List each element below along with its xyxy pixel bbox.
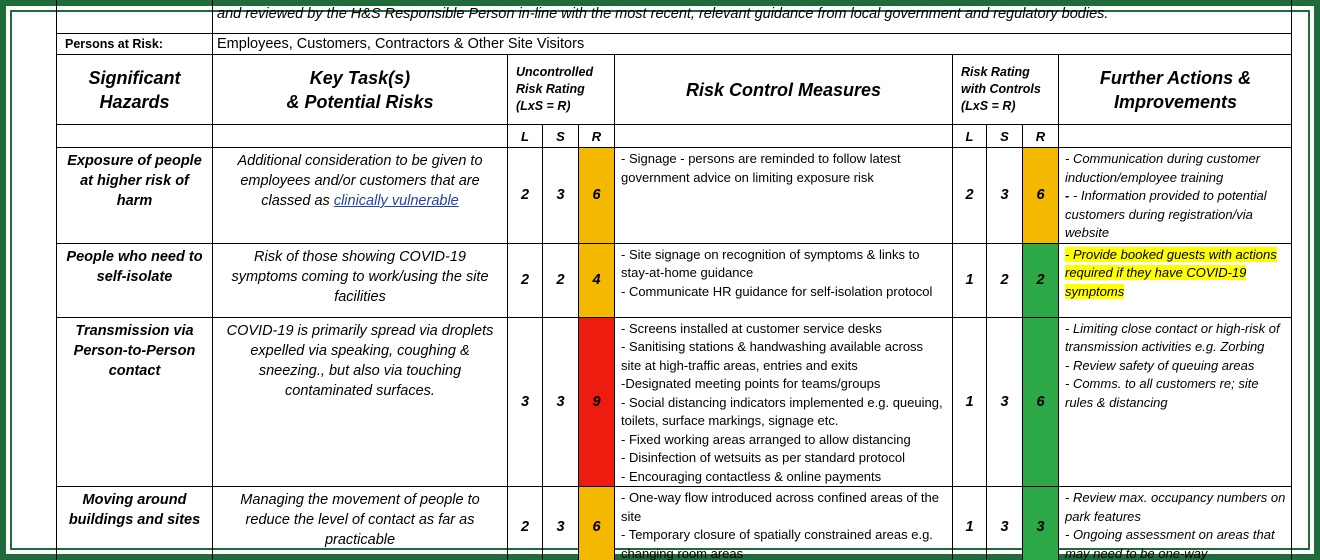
- lsr-blank-hazards: [57, 125, 213, 148]
- intro-blank-cell: [57, 0, 213, 34]
- controlled-l-header: L: [953, 125, 987, 148]
- risk-assessment-table: [56, 0, 1292, 560]
- control-measures-cell: [615, 148, 953, 244]
- uncontrolled-r-cell: 6: [579, 148, 615, 244]
- intro-row: [57, 0, 1293, 34]
- header-with-controls-line2: with Controls: [961, 82, 1041, 96]
- uncontrolled-s-cell: 3: [543, 317, 579, 487]
- controlled-r-cell: 6: [1023, 148, 1059, 244]
- uncontrolled-l-header: L: [508, 125, 543, 148]
- uncontrolled-r-cell: 4: [579, 243, 615, 317]
- uncontrolled-s-cell: 2: [543, 243, 579, 317]
- hazard-cell: People who need to self-isolate: [57, 243, 213, 317]
- control-item: - Temporary closure of spatially constrained areas e.g. changing room areas: [621, 527, 933, 560]
- control-item: - Social distancing indicators implemented e.g. queuing, toilets, surface markings, signage etc.: [621, 394, 943, 428]
- clinically-vulnerable-link[interactable]: clinically vulnerable: [333, 193, 459, 209]
- lsr-subheader-row: [57, 125, 1293, 148]
- further-marker: -: [1065, 188, 1070, 203]
- header-with-controls-line3: (LxS = R): [961, 99, 1016, 113]
- header-uncontrolled-risk: [508, 55, 615, 125]
- uncontrolled-s-cell: 3: [543, 148, 579, 244]
- uncontrolled-r-cell: 6: [579, 487, 615, 560]
- persons-at-risk-label: Persons at Risk:: [57, 34, 213, 55]
- header-tasks-line2: & Potential Risks: [286, 91, 434, 112]
- header-with-controls-line1: Risk Rating: [961, 65, 1030, 79]
- risk-assessment-sheet: [56, 0, 1292, 560]
- control-item: - Site signage on recognition of symptoms & links to stay-at-home guidance: [621, 246, 920, 280]
- control-measures-cell: [615, 243, 953, 317]
- controlled-l-cell: 1: [953, 317, 987, 487]
- uncontrolled-l-cell: 2: [508, 148, 543, 244]
- task-cell: COVID-19 is primarily spread via droplets expelled via speaking, coughing & sneezing., but also via touching contaminated surfaces.: [213, 317, 508, 487]
- table-row: [57, 487, 1293, 560]
- header-key-tasks: [213, 55, 508, 125]
- task-text: Additional consideration to be given to employees and/or customers that are classed as: [237, 153, 483, 209]
- uncontrolled-s-header: S: [543, 125, 579, 148]
- header-hazards-line2: Hazards: [99, 91, 170, 112]
- uncontrolled-l-cell: 2: [508, 487, 543, 560]
- header-uncontrolled-line2: Risk Rating: [516, 82, 585, 96]
- control-item: - One-way flow introduced across confined areas of the site: [621, 490, 939, 524]
- further-actions-cell: [1059, 148, 1293, 244]
- controlled-r-cell: 3: [1023, 487, 1059, 560]
- task-cell: Risk of those showing COVID-19 symptoms coming to work/using the site facilities: [213, 243, 508, 317]
- table-row: [57, 243, 1293, 317]
- controlled-r-cell: 6: [1023, 317, 1059, 487]
- control-item: - Signage - persons are reminded to follow latest government advice on limiting exposure risk: [621, 151, 901, 185]
- further-item-text: - Information provided to potential customers during registration/via website: [1065, 188, 1267, 240]
- controlled-s-header: S: [987, 125, 1023, 148]
- further-item: - Ongoing assessment on areas that may need to be one-way: [1065, 527, 1275, 560]
- controlled-s-cell: 3: [987, 487, 1023, 560]
- uncontrolled-l-cell: 3: [508, 317, 543, 487]
- controlled-l-cell: 2: [953, 148, 987, 244]
- header-significant-hazards: [57, 55, 213, 125]
- header-further-line1: Further Actions &: [1099, 67, 1252, 88]
- control-item: - Encouraging contactless & online payments: [621, 468, 882, 484]
- persons-at-risk-row: [57, 34, 1293, 55]
- control-item: - Communicate HR guidance for self-isolation protocol: [621, 283, 933, 299]
- persons-at-risk-value: Employees, Customers, Contractors & Other Site Visitors: [213, 34, 1293, 55]
- controlled-r-header: R: [1023, 125, 1059, 148]
- further-highlighted-item: - Provide booked guests with actions required if they have COVID-19 symptoms: [1065, 246, 1277, 299]
- lsr-blank-further: [1059, 125, 1293, 148]
- hazard-cell: Transmission via Person-to-Person contact: [57, 317, 213, 487]
- lsr-blank-tasks: [213, 125, 508, 148]
- uncontrolled-s-cell: 3: [543, 487, 579, 560]
- further-item: - Review safety of queuing areas: [1065, 357, 1255, 373]
- further-item-with-marker: [1065, 187, 1286, 243]
- further-item: - Limiting close contact or high-risk of transmission activities e.g. Zorbing: [1065, 320, 1280, 354]
- controlled-r-cell: 2: [1023, 243, 1059, 317]
- control-measures-cell: [615, 487, 953, 560]
- control-item: - Screens installed at customer service desks: [621, 320, 882, 336]
- task-cell: Managing the movement of people to reduce the level of contact as far as practicable: [213, 487, 508, 560]
- task-cell: [213, 148, 508, 244]
- header-row: [57, 55, 1293, 125]
- controlled-s-cell: 3: [987, 148, 1023, 244]
- controlled-s-cell: 2: [987, 243, 1023, 317]
- header-hazards-line1: Significant: [88, 67, 181, 88]
- controlled-l-cell: 1: [953, 487, 987, 560]
- further-item: - Review max. occupancy numbers on park features: [1065, 490, 1286, 524]
- header-control-measures: Risk Control Measures: [615, 55, 953, 125]
- controlled-s-cell: 3: [987, 317, 1023, 487]
- hazard-cell: Moving around buildings and sites: [57, 487, 213, 560]
- further-actions-cell: [1059, 243, 1293, 317]
- table-row: [57, 148, 1293, 244]
- further-actions-cell: [1059, 487, 1293, 560]
- table-row: [57, 317, 1293, 487]
- control-item: - Fixed working areas arranged to allow distancing: [621, 431, 911, 447]
- header-tasks-line1: Key Task(s): [309, 67, 411, 88]
- header-with-controls: [953, 55, 1059, 125]
- header-uncontrolled-line3: (LxS = R): [516, 99, 571, 113]
- further-item: - Communication during customer induction/employee training: [1065, 151, 1261, 185]
- uncontrolled-l-cell: 2: [508, 243, 543, 317]
- uncontrolled-r-header: R: [579, 125, 615, 148]
- further-actions-cell: [1059, 317, 1293, 487]
- control-item: - Sanitising stations & handwashing available across site at high-traffic areas, entries and exits: [621, 339, 924, 373]
- header-further-line2: Improvements: [1113, 91, 1238, 112]
- controlled-l-cell: 1: [953, 243, 987, 317]
- hazard-cell: Exposure of people at higher risk of harm: [57, 148, 213, 244]
- control-item: -Designated meeting points for teams/groups: [621, 376, 881, 391]
- intro-text: and reviewed by the H&S Responsible Person in-line with the most recent, relevant guidance from local government and regulatory bodies.: [213, 0, 1293, 34]
- lsr-blank-controls: [615, 125, 953, 148]
- further-item: - Comms. to all customers re; site rules & distancing: [1065, 376, 1259, 410]
- uncontrolled-r-cell: 9: [579, 317, 615, 487]
- header-uncontrolled-line1: Uncontrolled: [516, 65, 594, 79]
- control-measures-cell: [615, 317, 953, 487]
- control-item: - Disinfection of wetsuits as per standard protocol: [621, 450, 905, 465]
- header-further-actions: [1059, 55, 1293, 125]
